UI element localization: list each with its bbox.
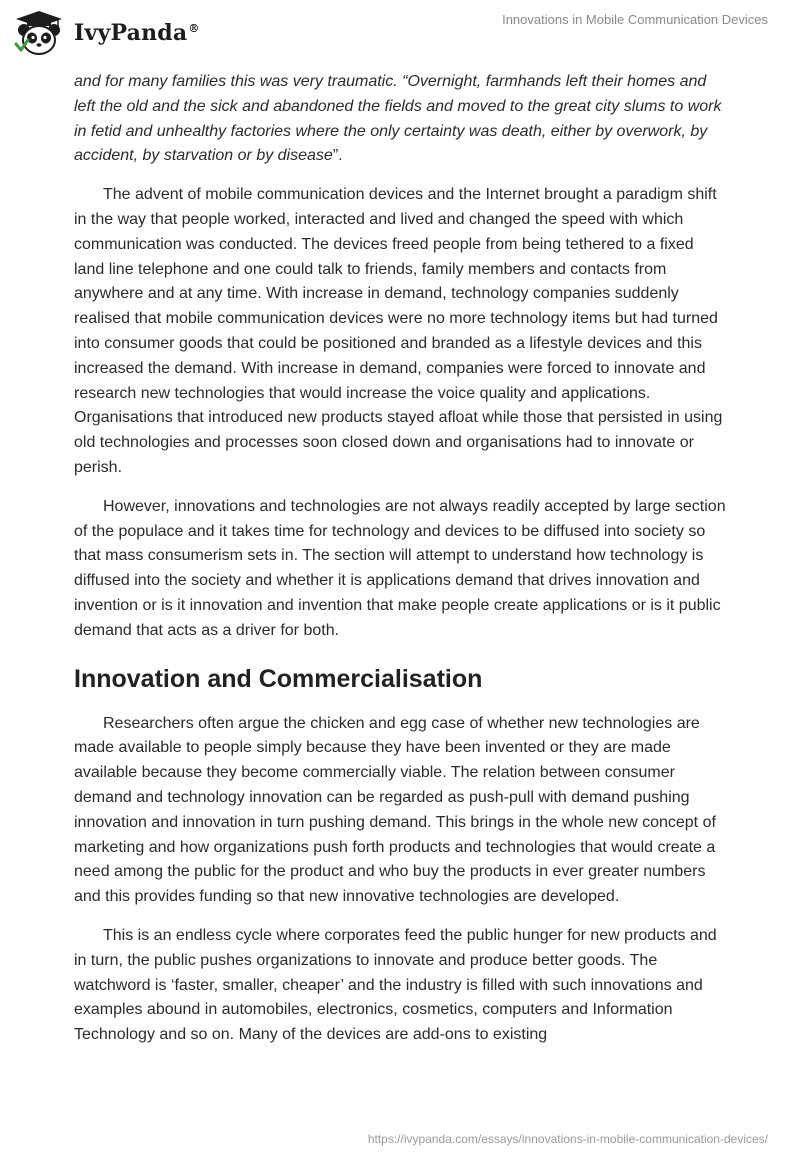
source-url[interactable]: https://ivypanda.com/essays/innovations-in-mobile-communication-devices/ (367, 1132, 768, 1146)
ivypanda-logo[interactable] (12, 8, 200, 58)
section-heading: Innovation and Commercialisation (74, 664, 483, 693)
essay-content (74, 70, 728, 1062)
document-title: Innovations in Mobile Communication Devices (502, 12, 768, 27)
quote-end: ”. (332, 147, 343, 165)
paragraph-2: However, innovations and technologies are not always readily accepted by large section of the populace and it takes time for technology and devices to be diffused into society so that mass consumerism sets in. The section will attempt to understand how technology is diffused into the society and whether it is applications demand that drives innovation and invention or is it innovation and invention that make people create applications or is it public demand that acts as a driver for both. (74, 497, 726, 639)
quote-paragraph (74, 70, 728, 169)
panda-graduate-icon (12, 8, 66, 58)
brand-name: IvyPanda® (74, 20, 200, 46)
paragraph-4: This is an endless cycle where corporates feed the public hunger for new products and in turn, the public pushes organizations to innovate and produce better goods. The watchword is ‘faster, smaller, cheaper’ and the industry is filled with such innovations and examples abound in automobiles, electronics, cosmetics, computers and Information Technology and so on. Many of the devices are add-ons to existing (74, 926, 717, 1044)
page-header (0, 0, 800, 70)
paragraph-1: The advent of mobile communication devices and the Internet brought a paradigm shift in the way that people worked, interacted and lived and changed the speed with which communication was conducted. The devices freed people from being tethered to a fixed land line telephone and one could talk to friends, family members and contacts from anywhere and at any time. With increase in demand, technology companies suddenly realised that mobile communication devices were no more technology items but had turned into consumer goods that could be positioned and branded as a lifestyle devices and this increased the demand. With increase in demand, companies were forced to innovate and research new technologies that would increase the voice quality and applications. Organisations that introduced new products stayed afloat while those that persisted in using old technologies and processes soon closed down and organisations had to innovate or perish. (74, 186, 723, 476)
quote-text: and for many families this was very traumatic. “Overnight, farmhands left their homes and left the old and the sick and abandoned the fields and moved to the great city slums to work in fetid and unhealthy factories where the only certainty was death, either by overwork, by accident, by starvation or by disease (74, 73, 722, 165)
paragraph-3: Researchers often argue the chicken and egg case of whether new technologies are made available to people simply because they have been invented or they are made available because they become commercially viable. The relation between consumer demand and technology innovation can be regarded as push-pull with demand pushing innovation and innovation in turn pushing demand. This brings in the whole new concept of marketing and how organizations push forth products and technologies that would create a need among the public for the product and who buy the products in ever greater numbers and this provides funding so that new innovative technologies are developed. (74, 714, 716, 906)
